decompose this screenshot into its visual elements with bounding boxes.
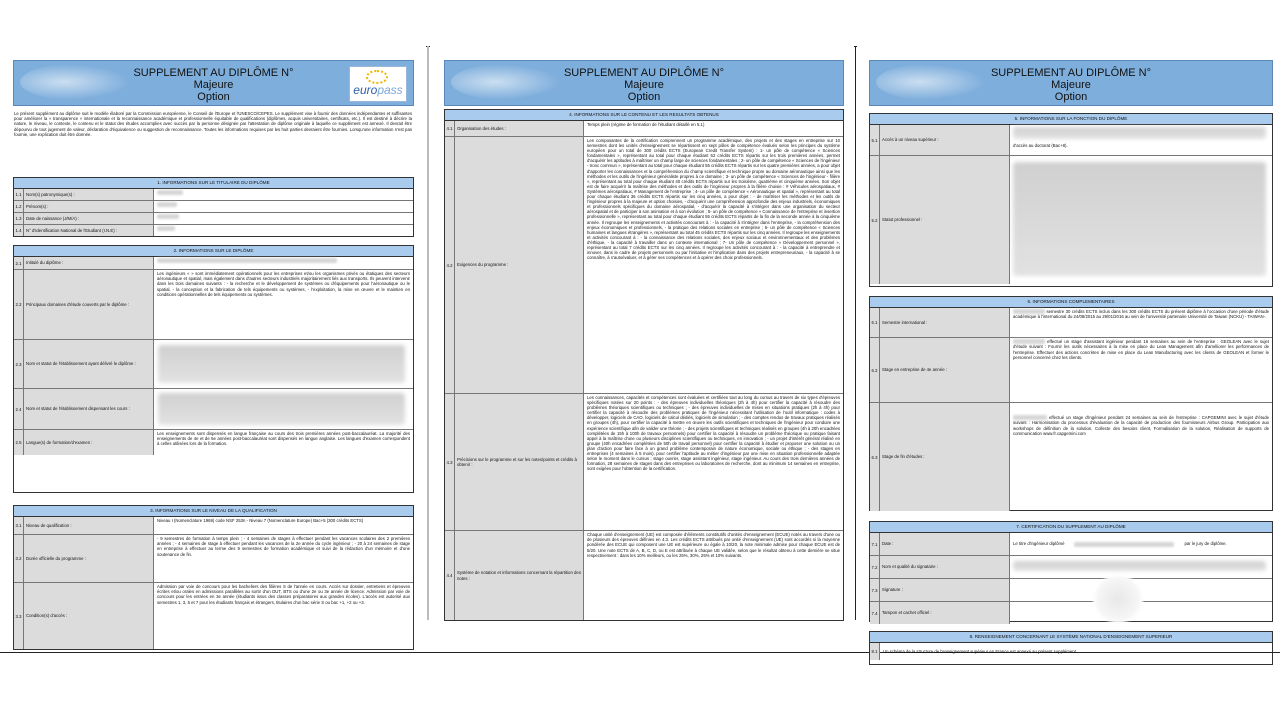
table-row [14, 200, 413, 212]
field-value: Niveau I (Nomenclature 1969) code NSF 253n - Niveau 7 (Nomenclature Europe) Bac+5 (300 crédits ECTS) [157, 518, 364, 523]
redacted-text [1013, 127, 1266, 139]
redacted-text [157, 258, 337, 263]
field-label: Date : [880, 533, 1010, 555]
row-number: 2.2 [14, 270, 24, 339]
field-label: Semestre international : [880, 308, 1010, 337]
row-number: 6.1 [870, 308, 880, 337]
row-number: 7.2 [870, 556, 880, 578]
table-row [14, 582, 413, 649]
table-row [870, 125, 1272, 155]
row-number: 1.3 [14, 213, 24, 224]
page-header [444, 60, 844, 106]
field-label: Nom et statut de l'établissement dispensant les cours : [24, 389, 154, 429]
row-number: 2.5 [14, 430, 24, 455]
row-number: 7.4 [870, 602, 880, 624]
section-title: 7. CERTIFICATION DU SUPPLEMENT AU DIPLÔME [870, 522, 1272, 533]
europass-logo: europass [349, 66, 407, 102]
row-number: 1.4 [14, 225, 24, 236]
table-row [870, 533, 1272, 555]
redacted-text [1013, 415, 1047, 420]
table-row [14, 534, 413, 582]
section-4 [444, 109, 844, 621]
section-2 [13, 245, 414, 493]
redacted-text [158, 393, 405, 425]
field-label: Stage en entreprise de 4e année : [880, 338, 1010, 402]
page-header [13, 60, 414, 106]
field-value: Admission par voie de concours pour les bacheliers des filières S de l'année en cours. Accès sur dossier, entretiens et épreuves écrites et/ou orales en admissions parallèles au sortir d'un DUT, BTS ou d'une 2e ou 3e année de licence. Admission par voie de concours pour les entrées en 3e année (étudiants issus des classes préparatoires aux grandes écoles). L'accès est autorisé aux semestres 1, 3, 5 et 7 pour les étudiants français et étrangers, titulaires d'un bac série S ou bac +1, +2 ou +3. [157, 584, 410, 605]
redacted-text [157, 214, 179, 219]
document-page-3 [857, 46, 1280, 654]
row-number: 7.3 [870, 579, 880, 601]
field-value [154, 213, 413, 224]
row-number: 3.1 [14, 517, 24, 534]
header-title: SUPPLEMENT AU DIPLÔME N° Majeure Option [563, 67, 725, 103]
field-label: Organisation des études : [455, 121, 584, 136]
field-label: Intitulé du diplôme : [24, 257, 154, 269]
table-row [870, 601, 1272, 624]
table-row [14, 517, 413, 534]
section-title: 8. RENSEIGNEMENT CONCERNANT LE SYSTÈME NATIONAL D'ENSEIGNEMENT SUPERIEUR [870, 632, 1272, 643]
field-value: Les enseignements sont dispensés en langue française au cours des trois premières années post-baccalauréat. La majorité des enseignements de 4e et de 5e années post-baccalauréat sont dispensés en langue anglaise. Les langues d'examen correspondent à celles utilisées lors de la formation. [157, 431, 410, 447]
row-number: 8.1 [870, 643, 880, 660]
eu-stars-icon [366, 70, 388, 84]
redacted-text [1013, 309, 1045, 314]
section-title: 1. INFORMATIONS SUR LE TITULAIRE DU DIPLÔME [14, 178, 413, 189]
redacted-text [1013, 162, 1266, 276]
section-1 [13, 177, 414, 237]
table-row [14, 388, 413, 429]
field-label: N° d'Identification National de l'Etudiant (I.N.E) : [24, 225, 154, 236]
table-row [14, 339, 413, 388]
table-row [14, 257, 413, 269]
row-number: 3.3 [14, 583, 24, 649]
table-row [14, 189, 413, 200]
section-5 [869, 113, 1273, 287]
row-number: 2.1 [14, 257, 24, 269]
field-label: Stage de fin d'études : [880, 403, 1010, 511]
row-number: 6.3 [870, 403, 880, 511]
row-number: 6.2 [870, 338, 880, 402]
redacted-text [157, 190, 183, 195]
table-row [14, 429, 413, 455]
section-title: 2. INFORMATIONS SUR LE DIPLÔME [14, 246, 413, 257]
document-page-1 [0, 46, 426, 620]
table-row [14, 269, 413, 339]
field-value: Les composantes de la certification comprennent un programme académique, des projets et des stages en entreprise sur 10 semestres dont les unités d'enseignement se répartissent en sept pôles de compétence évalués selon les principes du système européen pour un total de 300 crédits ECTS (European Credit Transfer System) : 1- un pôle de compétence « Sciences fondamentales », représentant au total pour chaque étudiant 62 crédits ECTS répartis sur les trois premières années, permet d'acquérir les aptitudes à maîtriser un champ large de sciences fondamentales ; 2- un pôle de compétence « Sciences de l'ingénieur - tronc commun », représentant au total pour chaque étudiant 55 crédits ECTS répartis sur les quatre premières années, a pour objet d'apporter les connaissances et la compréhension du champ scientifique et technique propre au domaine aéronautique ainsi que les méthodes et les outils de l'ingénieur généraliste propres à ce domaine ; 3- un pôle de compétence « Sciences de l'ingénieur - filière », représentant au total pour chaque étudiant 40 crédits ECTS répartis sur les troisième, quatrième et cinquième années. Son objet est de faire acquérir la maîtrise des méthodes et des outils de l'ingénieur propres à la filière choisie : # Véhicules aérospatiaux, # Systèmes aérospatiaux, # Management de l'entreprise ; 4- un pôle de compétence « Aéronautique et spatial », représentant au total pour chaque étudiant 36 crédits ECTS répartis sur les cinq années, a pour objet : - de maîtriser les méthodes et les outils de l'ingénieur propres à la majeure et option choisies, - d'acquérir une compréhension approfondie des enjeux industriels, économiques et professionnels spécifiques du domaine aérospatial, - d'acquérir la capacité à s'intégrer dans une organisation du secteur aérospatial et de participer à son animation et à son évolution ; 5- un pôle de compétence « Connaissance de l'entreprise et insertion professionnelle », représentant au total pour chaque étudiant 55 crédits ECTS répartis de la fin de la seconde année à la cinquième année. Il regroupe les enseignements et activités concourant à : - la capacité à s'intégrer dans l'entreprise, - la compréhension des enjeux économiques et professionnels, - la pratique des relations sociales en entreprise ; 6- un pôle de compétence « Sciences humaines et langues étrangères », représentant au total 45 crédits ECTS répartis sur les cinq années. Il regroupe les enseignements et activités concourant à : - la connaissance des relations sociales, des enjeux sociaux et environnementaux et des problèmes d'éthique, - la capacité à travailler dans un contexte international ; 7- Un pôle de compétence « Développement personnel », représentant au total 7 crédits ECTS sur les cinq années. Il regroupe les activités concourant à : - la capacité à entreprendre et innover, dans le cadre de projets personnels ou par l'initiative et l'implication dans des projets entrepreneuriaux, - la capacité à se connaître, à s'autoévaluer, et à gérer ses compétences et à opérer des choix professionnels. [587, 138, 840, 261]
field-value: effectué un stage d'assistant ingénieur pendant 16 semaines au sein de l'entreprise : GEOLEAN avec le sujet d'étude suivant : Fournir les outils nécessaires à la mise en place du Lean Management afin d'améliorer les performances de l'entreprise. Effectuer des actions concrètes de mise en place du Lean Manufacturing avec les clients de GEOLEAN et former le personnel concerné chez les clients. [1013, 339, 1269, 360]
row-number: 2.3 [14, 340, 24, 388]
redacted-text [157, 226, 175, 231]
row-number: 4.4 [445, 531, 455, 620]
redacted-text [1013, 339, 1045, 344]
field-label: Système de notation et informations concernant la répartition des notes : [455, 531, 584, 620]
table-row [445, 121, 843, 136]
section-7 [869, 521, 1273, 622]
field-label: Exigences du programme : [455, 137, 584, 393]
header-title: SUPPLEMENT AU DIPLÔME N° Majeure Option [990, 67, 1152, 103]
field-value [1010, 602, 1272, 624]
row-number: 5.2 [870, 156, 880, 284]
field-value: Un schéma de la structure de l'enseignement supérieur en France est annexé au présent supplément. [883, 648, 1078, 654]
field-value [154, 389, 413, 429]
field-value: d'accès au doctorat (Bac+8). [1010, 125, 1272, 155]
section-6 [869, 296, 1273, 511]
section-title: 4. INFORMATIONS SUR LE CONTENU ET LES RESULTATS OBTENUS [445, 110, 843, 121]
field-label: Accès à un niveau supérieur : [880, 125, 1010, 155]
table-row [14, 212, 413, 224]
field-value: - 9 semestres de formation à temps plein ; - 4 semaines de stages à effectuer pendant les vacances scolaires des 2 premières années ; - 4 semaines de stage à effectuer pendant les vacances de la 2e année du cycle ingénieur ; - 20 à 24 semaines de stage en entreprise à effectuer au terme des 9 semestres de formation académique et suivi de la rédaction d'un mémoire et d'une soutenance de fin. [157, 536, 410, 557]
table-row [870, 402, 1272, 511]
section-title: 5. INFORMATIONS SUR LA FONCTION DU DIPLÔME [870, 114, 1272, 125]
field-label: Nom et qualité du signataire : [880, 556, 1010, 578]
row-number: 4.1 [445, 121, 455, 136]
field-value [154, 189, 413, 200]
field-value: effectué un stage d'ingénieur pendant 24 semaines au sein de l'entreprise : CAPGEMINI avec le sujet d'étude suivant : Harmonisation du processus d'évaluation de la capacité de production des fournisseurs Airbus Group. Participation aux workshops de définition de la solution, Collecte des besoins client, Formalisation de la solution, Réalisation de supports de communication www.fr.capgemini.com [1013, 415, 1269, 436]
field-value: Le titre d'ingénieur diplômé par le jury de diplôme. [1013, 541, 1227, 547]
table-row [445, 393, 843, 530]
page-separator [427, 46, 429, 620]
header-title: SUPPLEMENT AU DIPLÔME N° Majeure Option [133, 67, 294, 103]
row-number: 5.1 [870, 125, 880, 155]
document-page-2 [430, 46, 854, 620]
field-label: Prénom(s) : [24, 201, 154, 212]
field-label: Date de naissance (J/M/A) : [24, 213, 154, 224]
field-value [154, 257, 413, 269]
field-value: semestre 30 crédits ECTS inclus dans les 300 crédits ECTS du présent diplôme à l'occasion d'une période d'étude académique à l'international du 24/08/2015 au 29/01/2016 au sein de l'université partenaire Université de Taiwan (NCKU) - TAIWAN-. [1013, 309, 1269, 320]
field-value: Chaque unité d'enseignement (UE) est composée d'éléments constitutifs d'unités d'enseignement (ECUE) notés au travers d'une ou de plusieurs des épreuves définies en 4.3. Les crédits ECTS attribués par unité d'enseignement (UE) sont accordés si la moyenne pondérée des ECUE qui composent une UE est supérieure ou égale à 10/20, la note minimale admise pour chaque ECUE est de 5/20. Une note ECTS de A, B, C, D, ou E est attribuée à chaque UE validée, selon que le résultat obtenu à cette dernière se situe respectivement : dans les 10% meilleurs, ou les 25%, 30%, 25% et 10% suivants. [587, 532, 840, 558]
field-label: Tampon et cachet officiel : [880, 602, 1010, 624]
field-value [154, 225, 413, 236]
row-number: 1.1 [14, 189, 24, 200]
section-8 [869, 631, 1273, 665]
field-value [154, 201, 413, 212]
field-label: Nom(s) patronymique(s) : [24, 189, 154, 200]
row-number: 3.2 [14, 535, 24, 582]
row-number: 4.2 [445, 137, 455, 393]
row-number: 7.1 [870, 533, 880, 555]
table-row [870, 643, 1272, 660]
field-value [154, 340, 413, 388]
field-label: Langue(s) de formation/d'examen : [24, 430, 154, 455]
page-header [869, 60, 1273, 106]
section-3 [13, 505, 414, 650]
field-value: Les connaissances, capacités et compétences sont évaluées et certifiées tout au long du cursus au travers de six types d'épreuves spécifiques notées sur 20 points : - des épreuves individuelles théoriques (2h à 4h) pour certifier la capacité à résoudre des problèmes théoriques scientifiques ou techniques ; - des épreuves individuelles de mises en situations pratiques (2h à 4h) pour certifier la capacité à résoudre des problèmes pratiques de l'ingénieur nécessitant l'utilisation de l'outil informatique : codes à développer, logiciels de CAO, logiciels de calcul dédiés, logiciels de simulation ; - des comptes rendus de travaux pratiques réalisés en groupes (4h), pour certifier la capacité à mettre en œuvre les outils scientifiques et techniques de l'ingénieur pour conduire une expérience scientifique afin de valider une théorie ; - des projets scientifiques et techniques réalisés en groupes (4h à 20h encadrées complétées de 15h à 100h de travaux personnels) pour certifier la capacité à résoudre un problème théorique ou pratique faisant appel à la maîtrise d'une ou plusieurs disciplines scientifiques ou techniques, en innovation ; - un projet d'intérêt général réalisé en groupe (40h encadrées complétées de 50h de travail personnel) pour certifier la capacité à étudier et proposer une solution ou un plan d'action pour faire face à un grand problème contemporain de nature économique, sociale ou éthique ; - des stages en entreprises (4 semaines à 5 mois), pour certifier l'aptitude au métier d'ingénieur par une mise en situation professionnelle adaptée selon le moment dans le cursus : stage ouvrier, stage assistant ingénieur, stage ingénieur. Au cours des trois dernières années de formation, 28 semaines de stages dans des entreprises ou laboratoires de recherche, dont au minimum 14 semaines en entreprise, sont exigées pour l'obtention de la certification. [587, 395, 840, 472]
table-row [870, 155, 1272, 284]
redacted-text [158, 345, 405, 383]
table-row [445, 136, 843, 393]
field-label: Nom et statut de l'établissement ayant délivré le diplôme : [24, 340, 154, 388]
intro-paragraph: Le présent supplément au diplôme suit le modèle élaboré par la Commission européenne, le Conseil de l'Europe et l'UNESCO/CEPES. Le supplément vise à fournir des données indépendantes et suffisantes pour améliorer la « transparence » internationale et la reconnaissance académique et professionnelle équitable de qualifications (diplômes, acquis universitaires, certificats, etc.). Il est destiné à décrire la nature, le niveau, le contexte, le contenu et le statut des études accomplies avec succès par la personne désignée par l'attestation de diplôme originale à laquelle ce supplément est annexé. Il devrait être dépourvu de tout jugement de valeur, déclaration d'équivalence ou suggestion de reconnaissance. Toutes les informations requises par les huit parties devraient être fournies. Lorsqu'une information n'est pas fournie, une explication doit être donnée. [14, 111, 412, 137]
field-value: Les ingénieurs « » sont immédiatement opérationnels pour les entreprises et/ou les organismes privés ou étatiques des secteurs aéronautique et spatial, mais également dans d'autres secteurs industriels majoritairement liés aux transports. Ils peuvent intervenir dans les trois domaines suivants : - la recherche et le développement de systèmes ou d'équipements pour l'aéronautique ou le spatial, - la conception et la fabrication de tels équipements ou systèmes, - l'exploitation, la mise en œuvre et le maintien en conditions opérationnelles de tels équipements ou systèmes. [157, 271, 410, 297]
row-number: 2.4 [14, 389, 24, 429]
field-value [1010, 556, 1272, 578]
field-label: Signature : [880, 579, 1010, 601]
redacted-text [1013, 561, 1266, 571]
page-separator [855, 46, 856, 620]
redacted-text [1074, 542, 1174, 547]
row-number: 1.2 [14, 201, 24, 212]
field-value [1010, 156, 1272, 284]
table-row [870, 337, 1272, 402]
redacted-text [157, 202, 177, 207]
field-value: Temps plein (régime de formation de l'étudiant détaillé en 5.1) [587, 122, 705, 127]
field-label: Statut professionnel : [880, 156, 1010, 284]
field-label: Durée officielle du programme : [24, 535, 154, 582]
row-number: 4.3 [445, 394, 455, 530]
section-title: 6. INFORMATIONS COMPLEMENTAIRES [870, 297, 1272, 308]
table-row [870, 308, 1272, 337]
field-label: Niveau de qualification : [24, 517, 154, 534]
table-row [870, 555, 1272, 578]
field-label: Condition(s) d'accès : [24, 583, 154, 649]
table-row [445, 530, 843, 620]
table-row [14, 224, 413, 236]
field-label: Précisions sur le programme et sur les notes/points et crédits à obtenir : [455, 394, 584, 530]
field-label: Principaux domaines d'étude couverts par le diplôme : [24, 270, 154, 339]
section-title: 3. INFORMATIONS SUR LE NIVEAU DE LA QUALIFICATION [14, 506, 413, 517]
field-value [1010, 579, 1272, 601]
table-row [870, 578, 1272, 601]
